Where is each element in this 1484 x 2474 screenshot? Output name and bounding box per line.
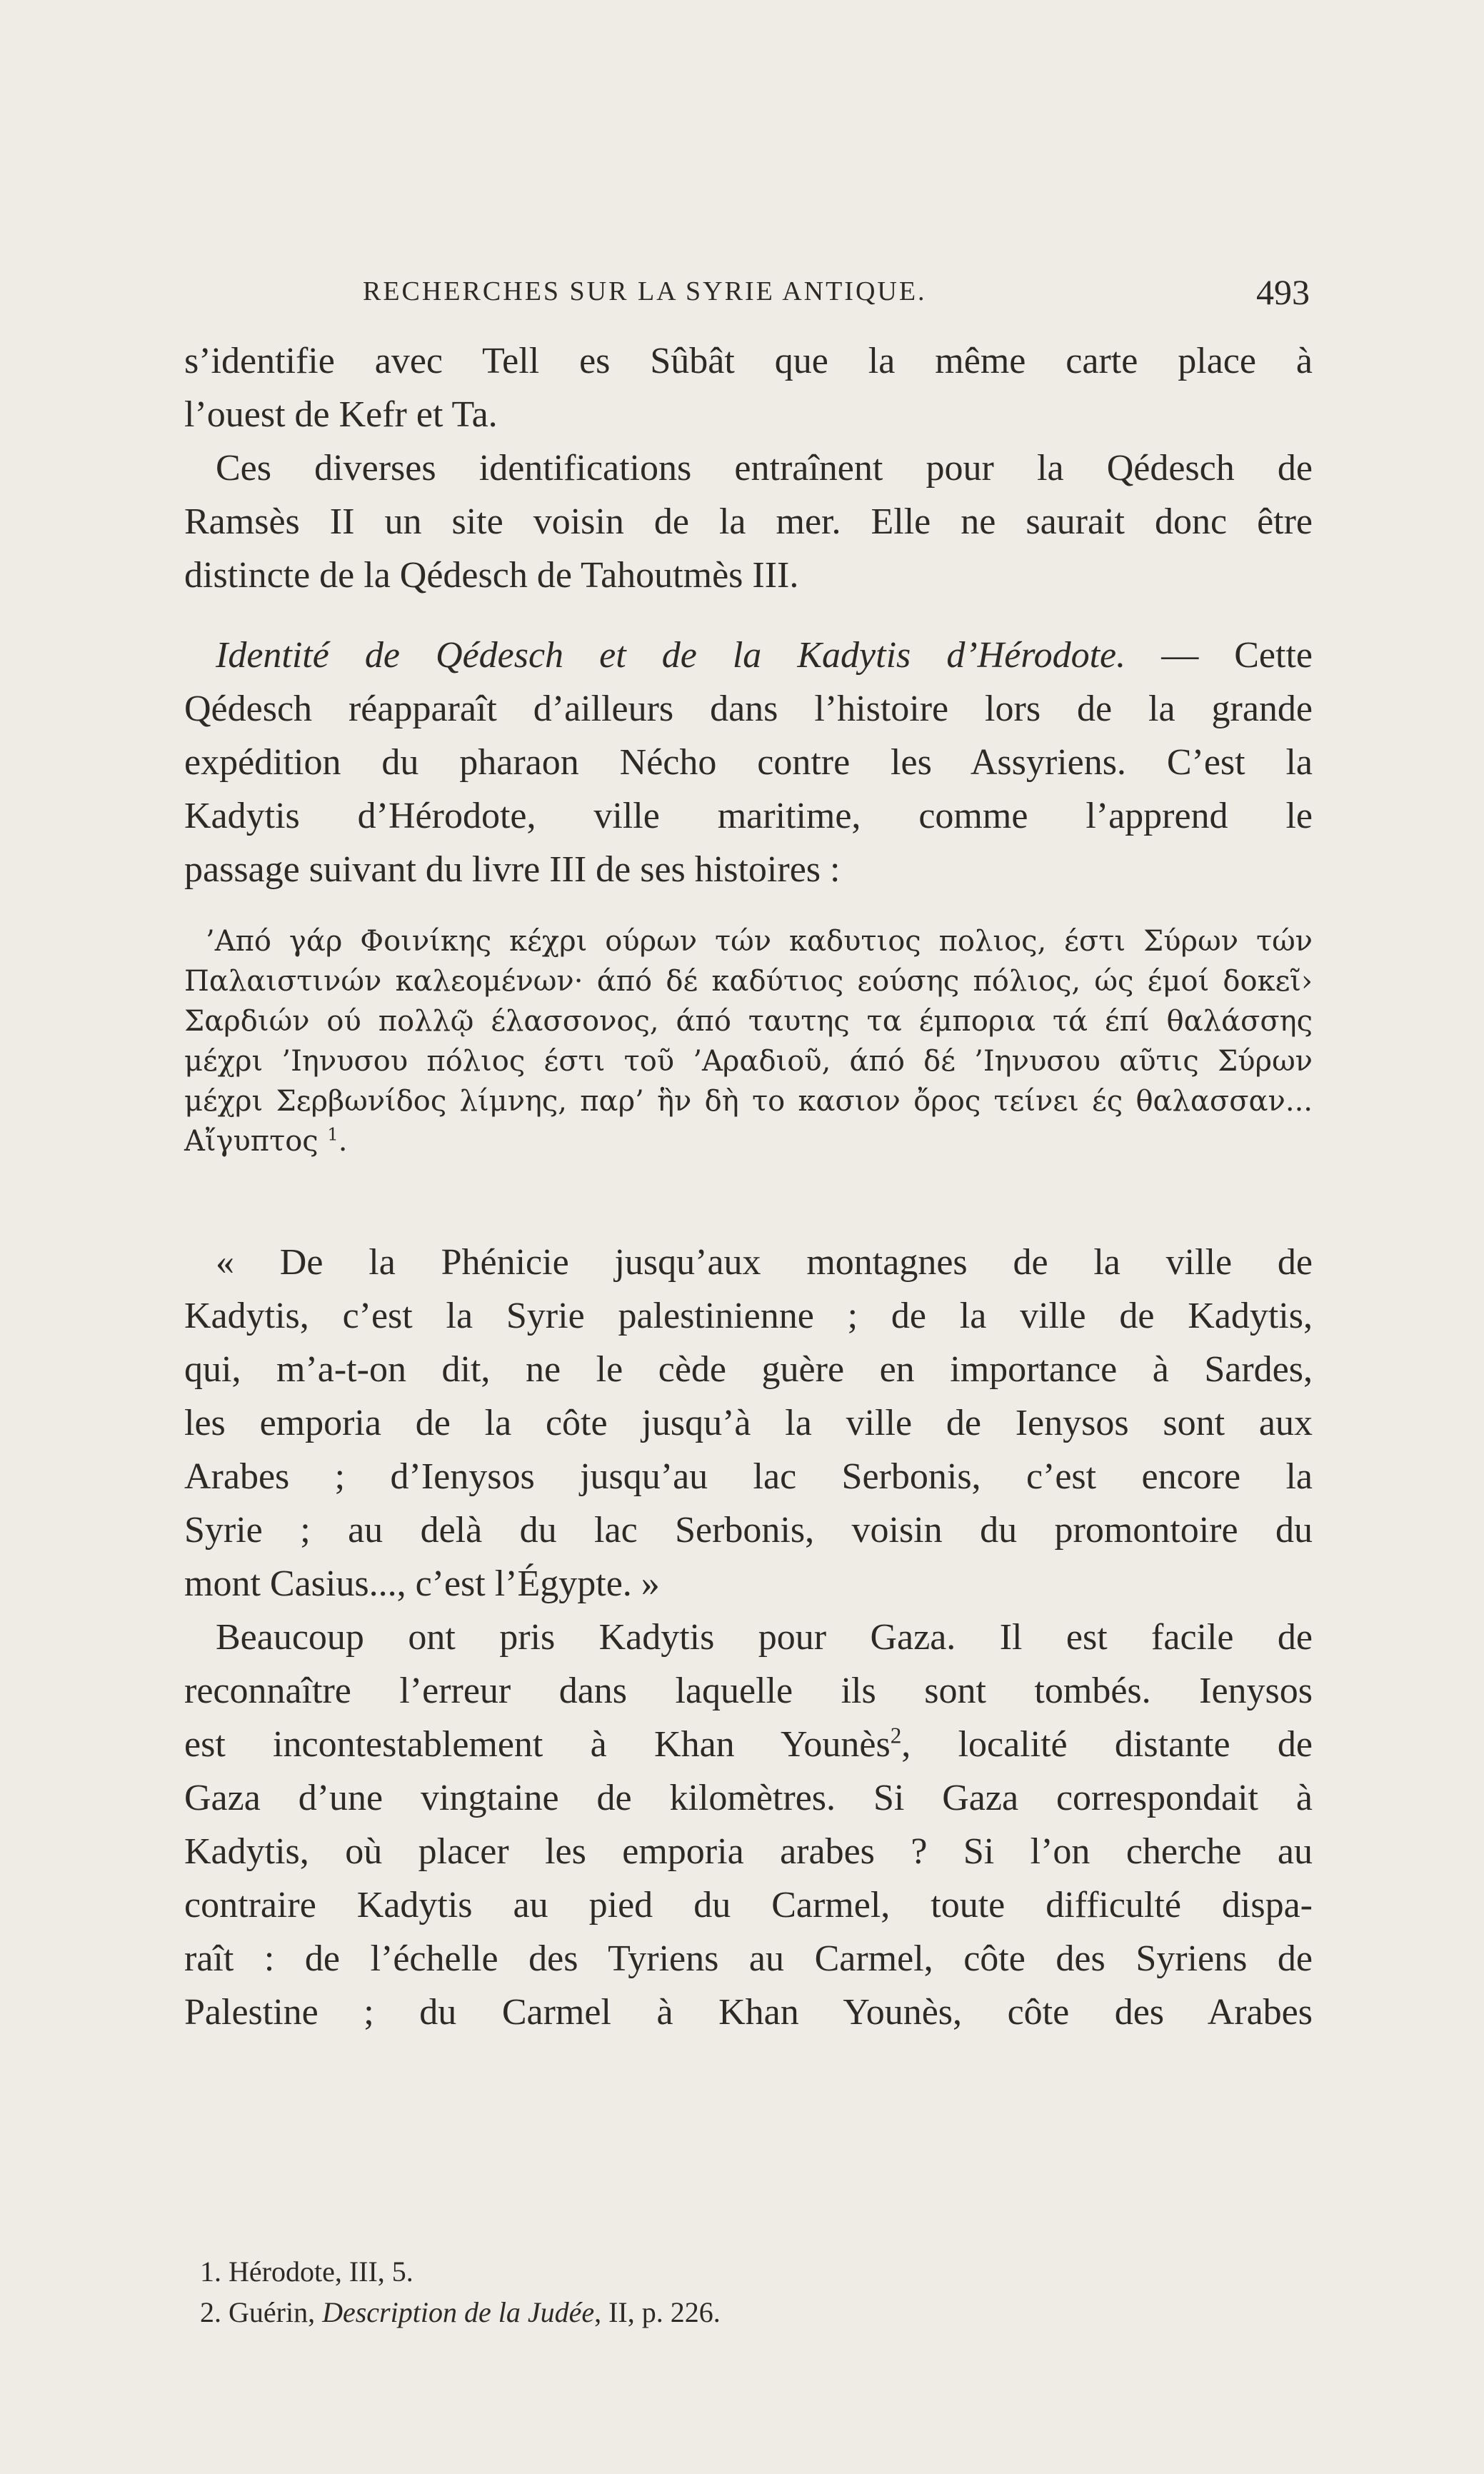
text-line: l’ouest de Kefr et Ta. (184, 394, 498, 435)
text-line: Kadytis d’Hérodote, ville maritime, comme l’apprend le (184, 796, 1313, 836)
text-line: Beaucoup ont pris Kadytis pour Gaza. Il est facile de (216, 1617, 1313, 1658)
greek-line: Παλαιστινών καλεομένων· άπό δέ καδύτιος εούσης πόλιος, ώς έμοί δοκεῖ› (184, 965, 1313, 998)
text-line: Syrie ; au delà du lac Serbonis, voisin du promontoire du (184, 1510, 1313, 1551)
text-line (184, 1718, 1313, 1771)
translation-paragraph (184, 1236, 1313, 1611)
text-line: reconnaître l’erreur dans laquelle ils sont tombés. Ienysos (184, 1671, 1313, 1711)
text-segment: est incontestablement à Khan Younès (184, 1724, 891, 1765)
text-line: mont Casius..., c’est l’Égypte. » (184, 1563, 660, 1604)
text-line: passage suivant du livre III de ses histoires : (184, 849, 841, 890)
text-segment: , localité distante de (901, 1724, 1313, 1765)
greek-line: μέχρι ’Ιηνυσου πόλιος έστι τοῦ ’Αραδιοῦ, άπό δέ ’Ιηνυσου αῦτις Σύρων (184, 1045, 1313, 1078)
running-header (184, 272, 1310, 319)
text-line: Ces diverses identifications entraînent pour la Qédesch de (216, 448, 1313, 489)
greek-last-word: Αἴγυπτος (184, 1125, 319, 1158)
text-line: expédition du pharaon Nécho contre les Assyriens. C’est la (184, 742, 1313, 783)
footnote-text: 2. Guérin, (200, 2296, 323, 2328)
text-line: Gaza d’une vingtaine de kilomètres. Si Gaza correspondait à (184, 1778, 1313, 1818)
text-line: Ramsès II un site voisin de la mer. Elle ne saurait donc être (184, 501, 1313, 542)
text-line: Kadytis, où placer les emporia arabes ? Si l’on cherche au (184, 1831, 1313, 1872)
running-title: RECHERCHES SUR LA SYRIE ANTIQUE. (363, 276, 927, 306)
text-line: s’identifie avec Tell es Sûbât que la même carte place à (184, 341, 1313, 381)
footnote-text: , II, p. 226. (594, 2296, 721, 2328)
greek-line: Σαρδιών ού πολλῷ έλασσονος, άπό ταυτης τα έμπορια τά έπί θαλάσσης (184, 1005, 1313, 1038)
text-line: Palestine ; du Carmel à Khan Younès, côte des Arabes (184, 1992, 1313, 2033)
greek-quotation (184, 921, 1313, 1161)
text-line: Arabes ; d’Ienysos jusqu’au lac Serbonis, c’est encore la (184, 1456, 1313, 1497)
footnote-ref: 1 (327, 1124, 339, 1145)
text-line: raît : de l’échelle des Tyriens au Carmel, côte des Syriens de (184, 1938, 1313, 1979)
greek-line: ’Από γάρ Φοινίκης κέχρι ούρων τών καδυτιος πολιος, έστι Σύρων τών (206, 925, 1313, 958)
footnote-ref: 2 (890, 1723, 902, 1748)
paragraph (184, 1611, 1313, 2039)
paragraph-continued (184, 334, 1313, 441)
page-number: 493 (1256, 272, 1310, 312)
heading-dash: — Cette (1125, 635, 1313, 676)
footnote-2 (200, 2292, 1271, 2333)
text-line: distincte de la Qédesch de Tahoutmès III. (184, 555, 799, 596)
text-line: qui, m’a-t-on dit, ne le cède guère en importance à Sardes, (184, 1349, 1313, 1390)
paragraph (184, 441, 1313, 602)
footnotes (200, 2251, 1271, 2333)
text-line: les emporia de la côte jusqu’à la ville de Ienysos sont aux (184, 1403, 1313, 1443)
text-line: « De la Phénicie jusqu’aux montagnes de la ville de (216, 1242, 1313, 1283)
greek-line: Αἴγυπτος $^1$. (184, 1124, 348, 1158)
greek-line: μέχρι Σερβωνίδος λίμνης, παρ’ ἣν δὴ το κασιον ὄρος τείνει ές θαλασσαν... (184, 1085, 1313, 1118)
text-line: Qédesch réapparaît d’ailleurs dans l’histoire lors de la grande (184, 688, 1313, 729)
footnote-1: 1. Hérodote, III, 5. (200, 2255, 413, 2288)
footnote-title: Description de la Judée (322, 2296, 595, 2328)
text-line: Kadytis, c’est la Syrie palestinienne ; de la ville de Kadytis, (184, 1296, 1313, 1336)
text-line: contraire Kadytis au pied du Carmel, toute difficulté dispa- (184, 1885, 1313, 1925)
paragraph-section (184, 628, 1313, 896)
section-heading: Identité de Qédesch et de la Kadytis d’Hérodote. (216, 635, 1126, 676)
text-line (184, 628, 1313, 682)
